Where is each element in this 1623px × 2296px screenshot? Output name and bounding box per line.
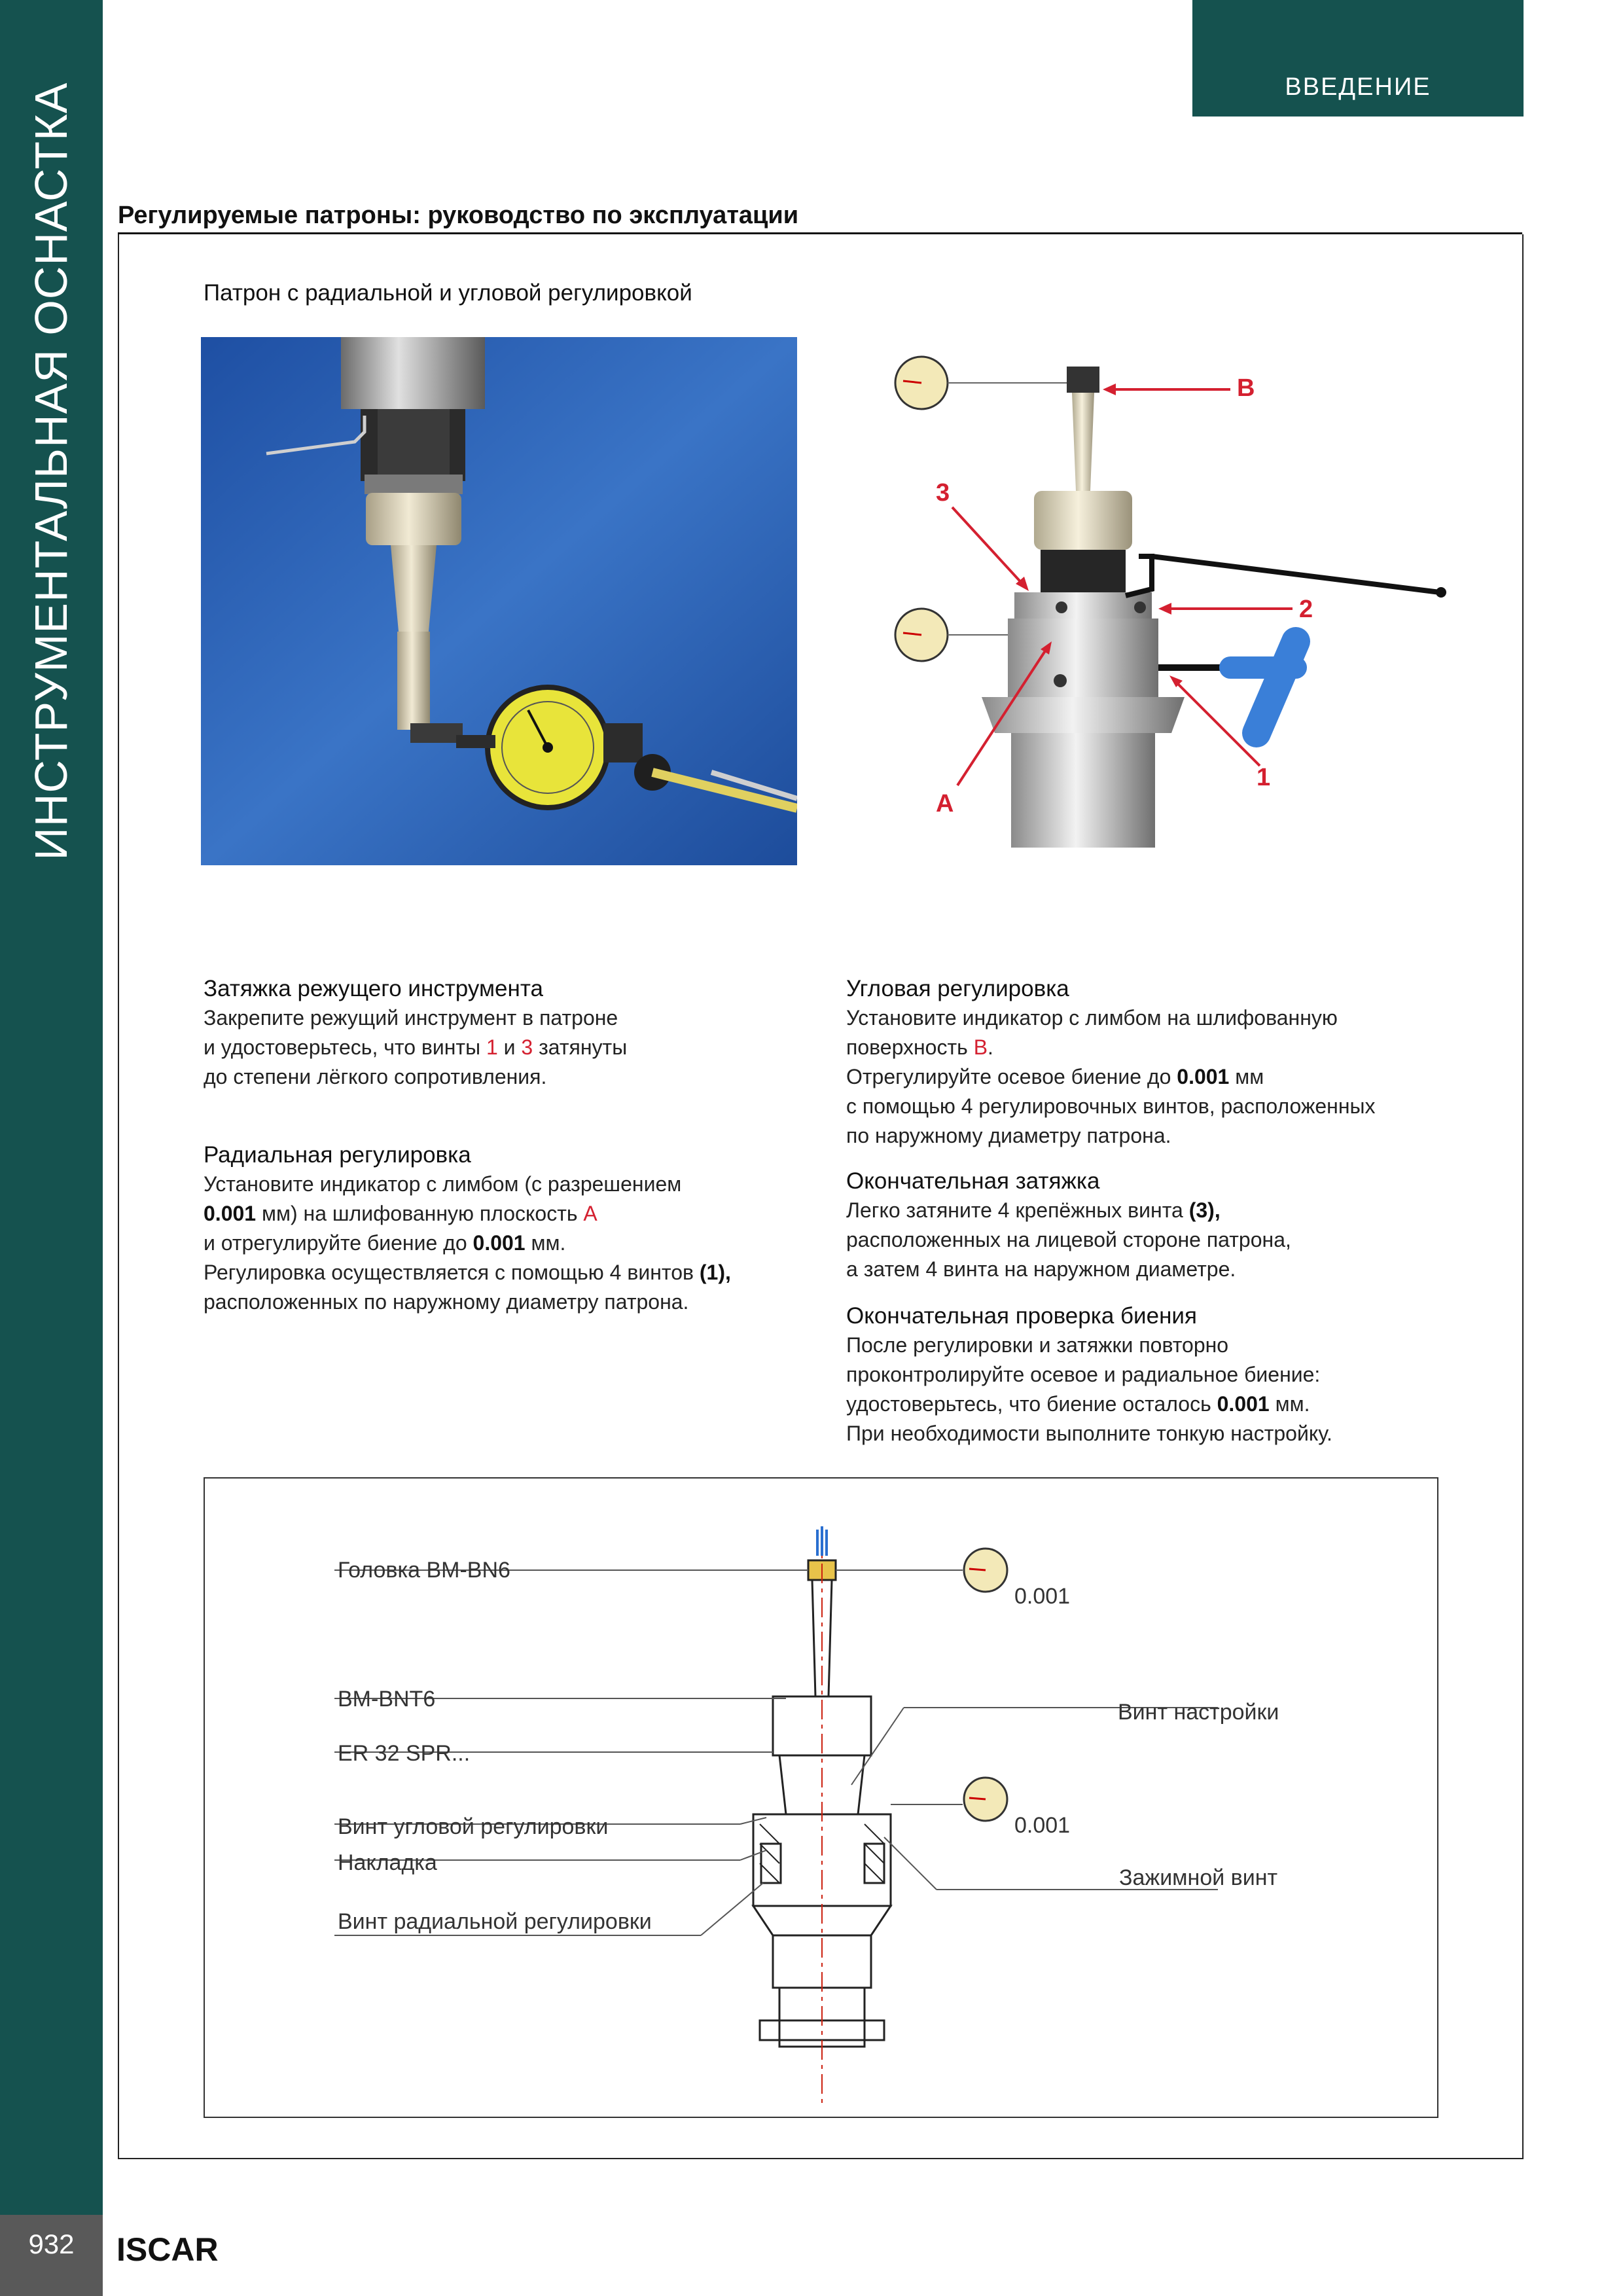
callout-2: 2	[1299, 596, 1313, 623]
setup-photo	[201, 337, 797, 865]
final-check-section: Окончательная проверка биения После регулировки и затяжки повторно проконтролируйте осевое и радиальное биение: удостоверьтесь, что биение осталось 0.001 мм. При необходимости выполните тонкую настройку.	[846, 1301, 1332, 1448]
label-radial-screw: Винт радиальной регулировки	[338, 1909, 652, 1934]
tightening-line: Закрепите режущий инструмент в патроне	[204, 1006, 618, 1030]
final-tightening-heading: Окончательная затяжка	[846, 1168, 1100, 1194]
page-number: 932	[28, 2229, 75, 2259]
subtitle: Патрон с радиальной и угловой регулировкой	[204, 280, 692, 306]
label-clamp-screw: Зажимной винт	[1119, 1865, 1278, 1890]
page-title: Регулируемые патроны: руководство по эксплуатации	[118, 202, 799, 229]
sidebar-vertical-title: ИНСТРУМЕНТАЛЬНАЯ ОСНАСТКА	[26, 82, 77, 861]
final-tightening-section: Окончательная затяжка Легко затяните 4 крепёжных винта (3), расположенных на лицевой стороне патрона, а затем 4 винта на наружном диаметре.	[846, 1166, 1291, 1284]
tightening-heading: Затяжка режущего инструмента	[204, 976, 543, 1001]
angular-heading: Угловая регулировка	[846, 976, 1069, 1001]
label-tol-top: 0.001	[1014, 1584, 1071, 1609]
label-tol-bottom: 0.001	[1014, 1813, 1071, 1838]
label-head: Головка BM-BN6	[338, 1558, 510, 1583]
dial-gauge-middle-icon	[895, 609, 948, 661]
brand-logo-text: ISCAR	[116, 2231, 219, 2268]
drawing-dial-bottom-icon	[964, 1778, 1007, 1821]
radial-heading: Радиальная регулировка	[204, 1142, 471, 1168]
final-check-heading: Окончательная проверка биения	[846, 1303, 1197, 1329]
label-adjust-screw: Винт настройки	[1118, 1700, 1279, 1725]
tightening-section: Затяжка режущего инструмента Закрепите режущий инструмент в патроне и удостоверьтесь, что винты 1 и 3 затянуты до степени лёгкого сопротивления.	[204, 974, 627, 1092]
label-angular-screw: Винт угловой регулировки	[338, 1814, 609, 1839]
drawing-dial-top-icon	[964, 1549, 1007, 1592]
chuck-callout-diagram	[864, 327, 1518, 877]
callout-1: 1	[1257, 764, 1271, 791]
label-bnt: BM-BNT6	[338, 1687, 436, 1712]
callout-b: B	[1237, 374, 1255, 402]
label-er: ER 32 SPR...	[338, 1741, 471, 1766]
section-label: ВВЕДЕНИЕ	[1285, 73, 1431, 101]
radial-section: Радиальная регулировка Установите индикатор с лимбом (с разрешением 0.001 мм) на шлифованную плоскость A и отрегулируйте биение до 0.001 мм. Регулировка осуществляется с помощью 4 винтов (1), расположенных по наружному диаметру патрона.	[204, 1140, 731, 1317]
angular-section: Угловая регулировка Установите индикатор с лимбом на шлифованную поверхность B. Отрегулируйте осевое биение до 0.001 мм с помощью 4 регулировочных винтов, расположенных по наружному диаметру патрона.	[846, 974, 1376, 1151]
callout-3: 3	[936, 479, 950, 507]
label-pad: Накладка	[338, 1850, 437, 1875]
dial-gauge-top-icon	[895, 357, 948, 409]
callout-a: A	[936, 790, 954, 817]
